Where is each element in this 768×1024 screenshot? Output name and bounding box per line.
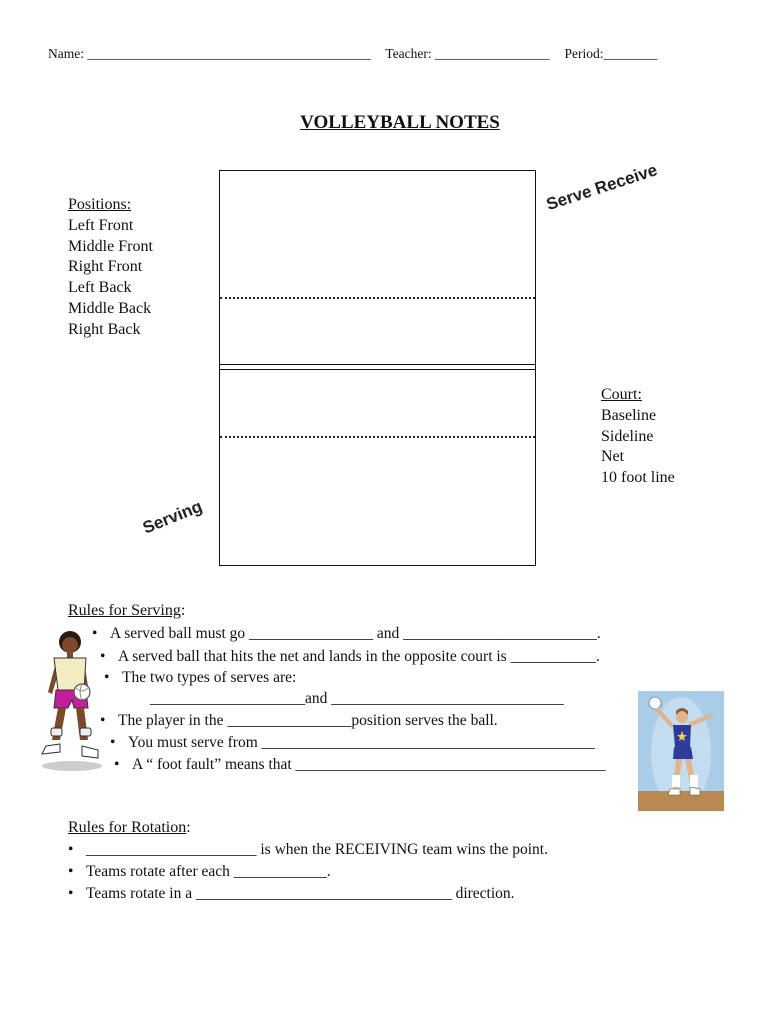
teacher-field-label: Teacher: _________________	[385, 46, 550, 61]
serving-rule-continuation: ____________________and ______________________________	[150, 690, 564, 707]
page-title: VOLLEYBALL NOTES	[300, 112, 500, 133]
serving-label: Serving	[140, 496, 205, 538]
header-line	[48, 46, 658, 62]
serving-heading	[68, 602, 185, 620]
player-holding-ball-illustration	[38, 628, 104, 772]
serve-receive-label: Serve Receive	[544, 160, 660, 215]
net-line-bottom	[220, 369, 535, 370]
serving-rule: • A “ foot fault” means that ________________________________________	[114, 756, 606, 774]
serving-rule: • A served ball must go ________________ and _________________________.	[92, 625, 601, 643]
serving-rule: • The player in the ________________position serves the ball.	[100, 712, 498, 730]
positions-heading: Positions:	[68, 196, 132, 213]
rotation-heading-text: Rules for Rotation	[68, 819, 187, 836]
rotation-heading-colon: :	[186, 819, 191, 836]
positions-list	[68, 195, 153, 341]
position-item: Middle Back	[68, 299, 152, 317]
name-field-label: Name: __________________________________________	[48, 46, 371, 61]
rotation-rule: • Teams rotate after each ____________.	[68, 863, 331, 881]
position-item: Right Front	[68, 258, 143, 276]
court-item: Sideline	[601, 427, 654, 445]
rotation-rule: • Teams rotate in a _________________________________ direction.	[68, 885, 515, 903]
ten-foot-line-bottom	[220, 436, 535, 438]
ten-foot-line-top	[220, 297, 535, 299]
court-item: Net	[601, 448, 625, 466]
court-item: Baseline	[601, 406, 657, 424]
court-diagram	[219, 170, 536, 566]
position-item: Middle Front	[68, 237, 153, 255]
position-item: Left Back	[68, 279, 132, 297]
serving-rule: • The two types of serves are:	[104, 669, 296, 687]
serving-rule: • A served ball that hits the net and lands in the opposite court is ___________.	[100, 648, 600, 666]
position-item: Left Front	[68, 216, 134, 234]
serving-heading-colon: :	[180, 602, 186, 619]
position-item: Right Back	[68, 320, 141, 338]
rotation-rule: • ______________________ is when the RECEIVING team wins the point.	[68, 841, 548, 859]
court-item: 10 foot line	[601, 469, 675, 487]
rotation-heading	[68, 819, 191, 837]
player-serving-illustration	[638, 691, 724, 811]
serving-rule: • You must serve from ___________________________________________	[110, 734, 595, 752]
serving-heading-text: Rules for Serving	[68, 602, 181, 619]
period-field-label: Period:________	[564, 46, 658, 61]
court-heading: Court:	[601, 386, 642, 403]
net-line-top	[220, 364, 535, 365]
court-list	[601, 385, 675, 489]
